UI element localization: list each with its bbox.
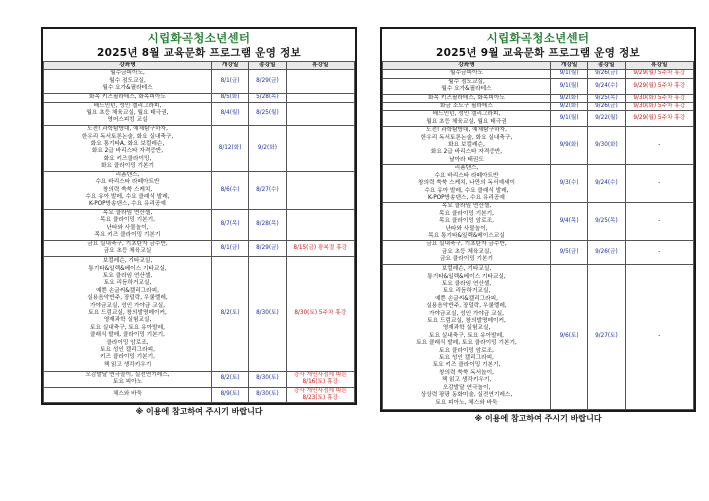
course-name: 통기타&일렉&베이스 기타교실,: [427, 273, 506, 280]
course-name: 오감발달 연극놀이,: [442, 384, 491, 391]
course-name: 예쁜 손글씨&캘리그라피,: [434, 295, 498, 302]
course-name: 토요 드럼교실, 창의발명메이커,: [88, 309, 167, 316]
holiday-cell: 9/30(화) 5주차 휴강: [625, 94, 693, 102]
end-date-cell: 9/22(월): [588, 111, 625, 127]
course-names-cell: [44, 125, 212, 171]
august-schedule-sheet: [41, 27, 357, 418]
course-name: 리폼댄스,: [115, 171, 140, 178]
course-name: 한우리 독서토론논술, 화요 실내축구,: [420, 134, 513, 141]
course-name: 보컬레슨, 기타교실,: [102, 258, 153, 265]
schedule-table: [43, 61, 355, 403]
end-date-cell: 9/30(화): [588, 127, 625, 165]
course-name: 화목 키즈필라테스, 화목피아노: [428, 94, 505, 101]
table-row: [383, 94, 694, 102]
table-row: [383, 78, 694, 94]
course-name: 영재과학 실험교실,: [103, 317, 152, 324]
course-name: 창의력 쑥쑥 독서놀이,: [439, 369, 494, 376]
table-header-row: [383, 62, 694, 70]
end-date-cell: 8/29(금): [249, 240, 286, 256]
header-start: 개강일: [211, 62, 248, 70]
end-date-cell: 9/27(토): [588, 264, 625, 409]
holiday-cell: 강사 개인사정에 따른 8/16(토) 휴강: [286, 371, 354, 387]
course-name: 예쁜 손글씨&캘리그라피,: [95, 287, 159, 294]
course-name: 영어스피킹 교실: [107, 117, 148, 124]
table-row: [44, 102, 355, 125]
course-names-cell: [383, 78, 551, 94]
holiday-cell: [286, 125, 354, 171]
course-name: 월수 요가&필라테스: [102, 85, 153, 92]
course-name: K-POP방송댄스, 수요 유리공예: [89, 201, 166, 208]
course-name: 토요 클라임 연산셀,: [102, 272, 153, 279]
september-schedule-sheet: [380, 27, 696, 425]
end-date-cell: 9/26(금): [588, 241, 625, 264]
course-name: 난타와 사물놀이,: [106, 224, 149, 231]
table-header-row: [44, 62, 355, 70]
header-course: 강좌명: [383, 62, 551, 70]
course-name: 오감발달 연극놀이, 실전연기레스,: [85, 371, 170, 378]
course-name: 실용음악반주, 장덜락, 우쿨렐레,: [87, 295, 168, 302]
course-name: 실용음악반주, 장덜락, 우쿨렐레,: [426, 303, 507, 310]
holiday-cell: [286, 93, 354, 102]
table-row: [44, 256, 355, 371]
table-body: [44, 70, 355, 403]
course-name: 수요 바리스타 라떼아트반: [434, 172, 499, 179]
end-date-cell: 9/24(수): [588, 165, 625, 203]
course-name: 수요 유아 발레, 수요 클래식 발레,: [424, 187, 509, 194]
start-date-cell: 8/4(월): [211, 102, 248, 125]
course-name: 클라이밍 암로조,: [106, 339, 149, 346]
table-row: [44, 70, 355, 93]
end-date-cell: 9/24(수): [588, 78, 625, 94]
end-date-cell: 9/25(목): [588, 203, 625, 241]
table-row: [44, 371, 355, 387]
course-name: 금요 초등 체육교실,: [441, 248, 492, 255]
table-row: [383, 103, 694, 111]
header-end: 종강일: [249, 62, 286, 70]
holiday-cell: 8/15(금) 광복절 휴강: [286, 240, 354, 256]
table-row: [44, 93, 355, 102]
table-row: [383, 127, 694, 165]
course-name: 통기타&일렉&베이스 기타교실,: [88, 265, 167, 272]
course-name: 화요 클라이밍 기본기: [100, 163, 155, 170]
course-name: 토요 성인 캘리그라피,: [100, 347, 155, 354]
end-date-cell: 5/28(목): [249, 93, 286, 102]
course-name: 토요 피아노, 체스와 바둑: [435, 399, 498, 406]
course-name: 화요 2급 바리스타 자격증반,: [91, 148, 164, 155]
course-name: K-POP방송댄스, 수요 유리공예: [428, 194, 505, 201]
holiday-cell: [286, 171, 354, 209]
course-name: 창의력 쑥쑥 스케치, 나만의 독서예세이: [418, 180, 515, 187]
course-name: 책 읽고 생각키우기,: [441, 377, 492, 384]
schedule-table: [382, 61, 694, 410]
header-holiday: 휴강일: [625, 62, 693, 70]
course-names-cell: [44, 240, 212, 256]
holiday-cell: 9/29(월) 5주차 휴강: [625, 70, 693, 78]
course-name: 수요 유아 발레, 수요 클래식 발레,: [85, 194, 170, 201]
holiday-cell: -: [625, 127, 693, 165]
course-name: 상상력 팡팡 동화미술, 실전연기레스,: [420, 392, 513, 399]
holiday-cell: -: [625, 165, 693, 203]
start-date-cell: 8/9(토): [211, 387, 248, 403]
course-names-cell: [44, 102, 212, 125]
holiday-cell: 9/29(월) 5주차 휴강: [625, 78, 693, 94]
course-name: 가야금교실, 성인 가야금 교실,: [89, 302, 165, 309]
start-date-cell: 8/2(토): [211, 256, 248, 371]
course-name: 토요 실내축구, 토요 유아발레,: [428, 332, 504, 339]
end-date-cell: 8/25(월): [249, 102, 286, 125]
course-names-cell: [383, 103, 551, 111]
course-name: 난타와 사물놀이,: [445, 225, 488, 232]
august-schedule-box: [41, 27, 357, 405]
start-date-cell: 9/1(월): [550, 111, 587, 127]
start-date-cell: 8/6(수): [211, 171, 248, 209]
course-name: 화금 소도구 필라테스: [439, 103, 494, 110]
course-name: 토요 키즈 클라이밍 기본기,: [432, 362, 501, 369]
end-date-cell: 9/26(금): [588, 70, 625, 78]
start-date-cell: 9/4(목): [550, 203, 587, 241]
header-end: 종강일: [588, 62, 625, 70]
footer-note: ※ 이용에 참고하여 주시기 바랍니다: [135, 407, 263, 417]
course-names-cell: [44, 93, 212, 102]
header-start: 개강일: [550, 62, 587, 70]
start-date-cell: 8/2(토): [211, 371, 248, 387]
course-name: 금요 실내축구, 기초탄자 금수반,: [426, 241, 507, 248]
course-names-cell: [44, 171, 212, 209]
course-name: 도전! 과학탐방대, 예체탐구하자,: [426, 127, 507, 134]
course-names-cell: [383, 264, 551, 409]
start-date-cell: 8/1(금): [211, 70, 248, 93]
september-schedule-box: [380, 27, 696, 412]
course-name: 목요 클라이밍 기본기,: [100, 217, 155, 224]
table-row: [383, 111, 694, 127]
header-course: 강좌명: [44, 62, 212, 70]
holiday-cell: [286, 70, 354, 93]
course-name: 목요 통기타&일렉&베이스교실: [428, 232, 505, 239]
course-name: 월수금피아노,: [110, 70, 145, 77]
course-name: 월수 점도교실,: [109, 77, 146, 84]
course-name: 토요 클라임 연산셀,: [441, 281, 492, 288]
holiday-cell: [286, 209, 354, 240]
course-name: 금요 실내축구, 기초탄자 금수반,: [87, 240, 168, 247]
table-row: [44, 171, 355, 209]
table-row: [44, 387, 355, 403]
course-name: 토요 클라이밍 암로조,: [439, 347, 494, 354]
course-name: 화목 키즈필라테스, 화목피아노: [89, 93, 166, 100]
end-date-cell: 8/30(토): [249, 256, 286, 371]
schedule-title: 2025년 8월 교육문화 프로그램 운영 정보: [96, 47, 301, 59]
course-name: 토요 실내축구, 토요 유아발레,: [89, 324, 165, 331]
course-name: 배드민턴, 성인 캘리그라피,: [432, 111, 501, 118]
course-name: 화요 보컬레슨,: [448, 142, 485, 149]
start-date-cell: 8/7(목): [211, 209, 248, 240]
start-date-cell: 9/1(월): [550, 78, 587, 94]
footer-note: ※ 이용에 참고하여 주시기 바랍니다: [474, 413, 602, 423]
course-names-cell: [383, 94, 551, 102]
start-date-cell: 9/1(월): [550, 70, 587, 78]
end-date-cell: 8/28(목): [249, 209, 286, 240]
course-name: 목요 키즈 클라이밍 기본기: [94, 232, 161, 239]
course-name: 목요 클라임 연산셀,: [441, 203, 492, 210]
center-name: 시립화곡청소년센터: [147, 31, 251, 45]
course-name: 화요 키즈클라이밍,: [103, 155, 152, 162]
start-date-cell: 9/3(수): [550, 165, 587, 203]
holiday-cell: -: [625, 264, 693, 409]
end-date-cell: 9/26(금): [588, 103, 625, 111]
course-name: 토요 성인 캘리그라피,: [439, 355, 494, 362]
holiday-cell: [286, 102, 354, 125]
end-date-cell: 8/29(금): [249, 70, 286, 93]
start-date-cell: 8/1(금): [211, 240, 248, 256]
table-row: [383, 264, 694, 409]
start-date-cell: 9/5(금): [550, 241, 587, 264]
course-names-cell: [44, 371, 212, 387]
table-row: [383, 203, 694, 241]
course-name: 토요 리듬하거교실,: [442, 288, 491, 295]
course-names-cell: [383, 241, 551, 264]
course-name: 월수 점도교실,: [448, 78, 485, 85]
course-name: 월요 초등 체육교실, 월요 태극권: [426, 118, 507, 125]
course-names-cell: [383, 165, 551, 203]
table-row: [383, 165, 694, 203]
holiday-cell: 8/30(토) 5주차 휴강: [286, 256, 354, 371]
course-name: 토요 피아노: [112, 379, 143, 386]
holiday-cell: 9/29(월) 5주차 휴강: [625, 111, 693, 127]
course-name: 금요 클라이밍 기본기: [439, 256, 494, 263]
course-name: 키즈 클라이밍 기본기,: [100, 354, 155, 361]
course-name: 화요 2급 바리스타 자격증반,: [430, 149, 503, 156]
end-date-cell: 8/27(수): [249, 171, 286, 209]
end-date-cell: 9/2(화): [249, 125, 286, 171]
table-row: [383, 70, 694, 78]
course-name: 월수금피아노: [449, 70, 483, 77]
table-row: [44, 209, 355, 240]
course-name: 체스와 바둑: [112, 391, 143, 398]
course-names-cell: [383, 70, 551, 78]
course-name: 토요 클래식 발레, 토요 클라이밍 기본기,: [416, 340, 517, 347]
course-name: 화요 통기타A, 화요 보컬레슨,: [90, 140, 165, 147]
course-names-cell: [383, 111, 551, 127]
course-name: 도전! 과학탐방대, 예체탐구하자,: [87, 126, 168, 133]
start-date-cell: 9/2(화): [550, 103, 587, 111]
end-date-cell: 9/25(목): [588, 94, 625, 102]
start-date-cell: 8/5(화): [211, 93, 248, 102]
course-name: 창의력 쑥쑥 스케치,: [102, 186, 153, 193]
course-name: 한우리 독서토론논술, 화요 실내축구,: [81, 133, 174, 140]
holiday-cell: 9/30(화) 5주차 휴강: [625, 103, 693, 111]
course-name: 수요 바리스타 라떼아트반: [95, 179, 160, 186]
center-name: 시립화곡청소년센터: [486, 31, 590, 45]
holiday-cell: -: [625, 203, 693, 241]
course-name: 영재과학 실험교실,: [442, 325, 491, 332]
course-name: 금요 초등 체육교실: [103, 248, 152, 255]
course-name: 목요 클라이밍 기본기,: [439, 210, 494, 217]
course-name: 가야금교실, 성인 가야금 교실,: [428, 310, 504, 317]
start-date-cell: 9/9(화): [550, 127, 587, 165]
course-names-cell: [44, 387, 212, 403]
table-body: [383, 70, 694, 409]
course-names-cell: [44, 209, 212, 240]
table-row: [44, 125, 355, 171]
start-date-cell: 8/12(화): [211, 125, 248, 171]
course-name: 목요 클라임 연산셀,: [102, 210, 153, 217]
course-name: 토요 드럼교실, 창의발명메이커,: [427, 318, 506, 325]
course-names-cell: [44, 256, 212, 371]
course-name: 클래식 발레, 클라이밍 기본기,: [89, 332, 165, 339]
table-row: [383, 241, 694, 264]
start-date-cell: 9/2(화): [550, 94, 587, 102]
course-name: 목요 클라이밍 암로조,: [439, 218, 494, 225]
course-names-cell: [383, 127, 551, 165]
course-names-cell: [383, 203, 551, 241]
course-name: 보컬레슨, 기타교실,: [441, 266, 492, 273]
course-names-cell: [44, 70, 212, 93]
schedule-title: 2025년 9월 교육문화 프로그램 운영 정보: [435, 47, 640, 59]
course-name: 배드민턴, 성인 캘리그라피,: [93, 102, 162, 109]
header-holiday: 휴강일: [286, 62, 354, 70]
course-name: 월요 초등 체육교실, 월요 태극권,: [86, 110, 169, 117]
course-name: 토요 리듬하거교실,: [103, 280, 152, 287]
course-name: 월수 요가&필라테스: [441, 86, 492, 93]
start-date-cell: 9/6(토): [550, 264, 587, 409]
table-row: [44, 240, 355, 256]
holiday-cell: -: [625, 241, 693, 264]
end-date-cell: 8/30(토): [249, 387, 286, 403]
course-name: 리폼댄스,: [454, 165, 479, 172]
course-name: 날아라 태권도: [449, 156, 484, 163]
course-name: 책 읽고 생각키우기: [103, 361, 152, 368]
holiday-cell: 강사 개인사정에 따른 8/23(토) 휴강: [286, 387, 354, 403]
end-date-cell: 8/30(토): [249, 371, 286, 387]
